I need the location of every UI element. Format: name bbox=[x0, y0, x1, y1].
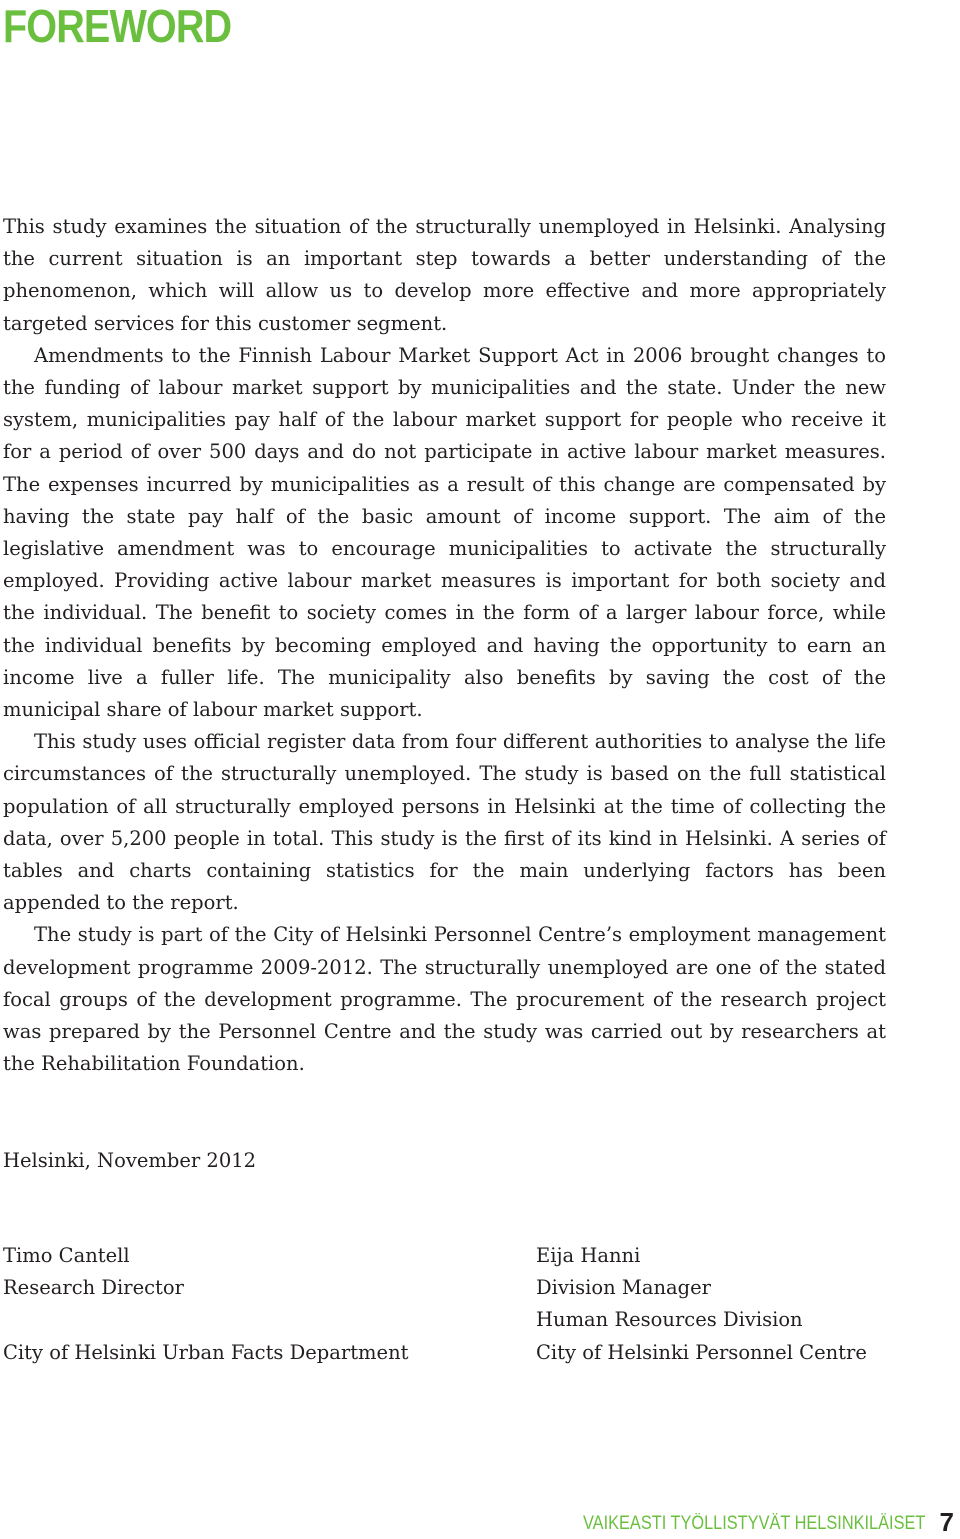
foreword-body bbox=[3, 211, 886, 1080]
footer-publication-title: VAIKEASTI TYÖLLISTYVÄT HELSINKILÄISET bbox=[583, 1513, 926, 1534]
paragraph-intro: This study examines the situation of the structurally unemployed in Helsinki. Analysing the current situation is an important step towards a better understanding of the phenomenon, which will allow us to develop more effective and more appropriately targeted services for this customer segment. bbox=[3, 215, 886, 335]
signature-block-right bbox=[536, 1240, 867, 1369]
signatory-title: Research Director bbox=[3, 1276, 184, 1300]
signature-block-left bbox=[3, 1240, 408, 1369]
page-number: 7 bbox=[939, 1507, 954, 1537]
signatory-organisation: City of Helsinki Personnel Centre bbox=[536, 1340, 867, 1364]
signatory-division: Human Resources Division bbox=[536, 1308, 803, 1332]
paragraph-programme: The study is part of the City of Helsinki Personnel Centre’s employment management development programme 2009-2012. The structurally unemployed are one of the stated focal groups of the development programme. The procurement of the research project was prepared by the Personnel Centre and the study was carried out by researchers at the Rehabilitation Foundation. bbox=[3, 923, 886, 1076]
page-title: FOREWORD bbox=[3, 0, 232, 52]
signatory-title: Division Manager bbox=[536, 1276, 711, 1300]
signature-spacer bbox=[3, 1304, 408, 1336]
signatory-name: Eija Hanni bbox=[536, 1244, 641, 1267]
paragraph-methodology: This study uses official register data from four different authorities to analyse the life circumstances of the structurally unemployed. The study is based on the full statistical population of all structurally employed persons in Helsinki at the time of collecting the data, over 5,200 people in total. This study is the first of its kind in Helsinki. A series of tables and charts containing statistics for the main underlying factors has been appended to the report. bbox=[3, 730, 886, 915]
signatory-organisation: City of Helsinki Urban Facts Department bbox=[3, 1340, 409, 1364]
signatory-name: Timo Cantell bbox=[3, 1244, 130, 1267]
paragraph-amendments: Amendments to the Finnish Labour Market Support Act in 2006 brought changes to the funding of labour market support by municipalities and the state. Under the new system, municipalities pay half of the labour market support for people who receive it for a period of over 500 days and do not participate in active labour market measures. The expenses incurred by municipalities as a result of this change are compensated by having the state pay half of the basic amount of income support. The aim of the legislative amendment was to encourage municipalities to activate the structurally employed. Providing active labour market measures is important for both society and the individual. The benefit to society comes in the form of a larger labour force, while the individual benefits by becoming employed and having the opportunity to earn an income live a fuller life. The municipality also benefits by saving the cost of the municipal share of labour market support. bbox=[3, 343, 886, 722]
place-date: Helsinki, November 2012 bbox=[3, 1149, 257, 1172]
